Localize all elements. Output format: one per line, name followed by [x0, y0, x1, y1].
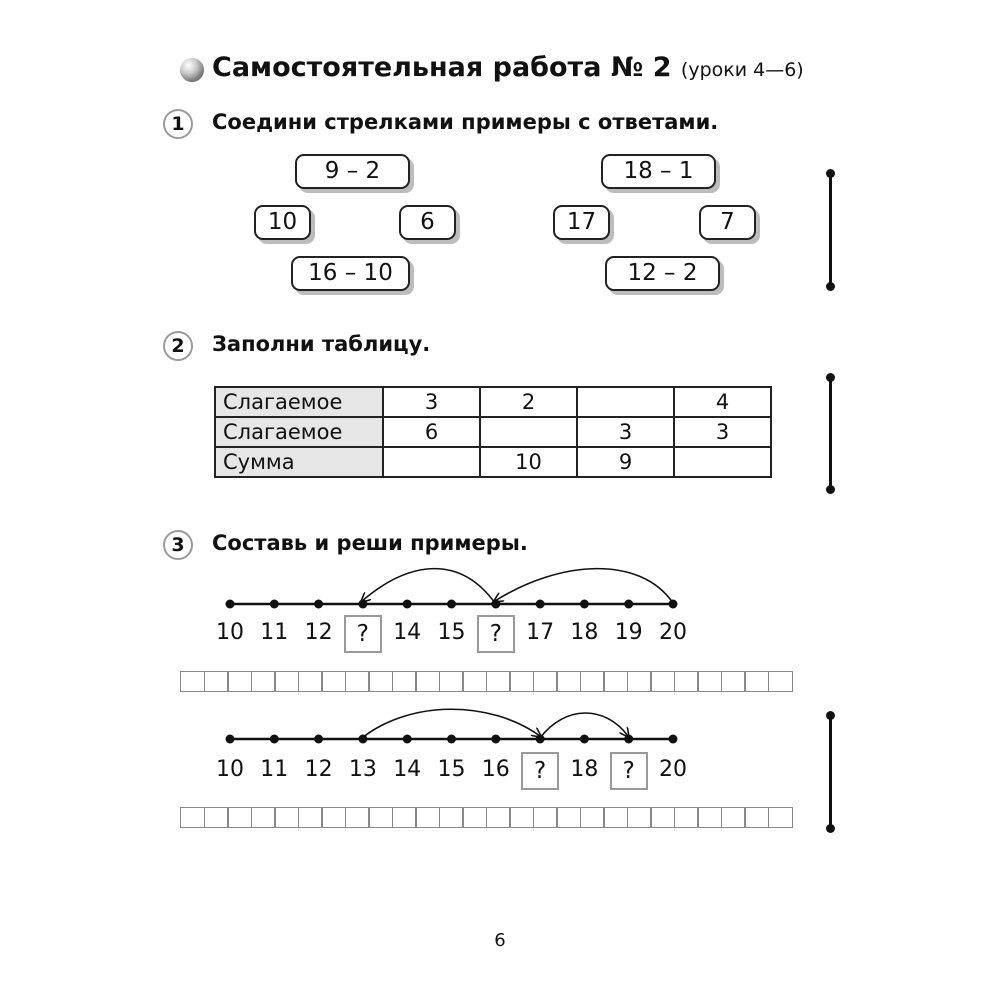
grid-cell[interactable]: [227, 671, 252, 692]
grid-cell[interactable]: [345, 671, 370, 692]
grid-cell[interactable]: [650, 807, 675, 828]
grid-cell[interactable]: [768, 671, 793, 692]
task-1-text: Соедини стрелками примеры с ответами.: [212, 110, 719, 134]
jump-arrow: [540, 713, 628, 738]
jump-arrow: [362, 709, 540, 738]
title-text: Самостоятельная работа № 2: [212, 52, 672, 83]
number-label: 14: [393, 757, 422, 782]
grid-cell[interactable]: [321, 807, 346, 828]
grid-cell[interactable]: [697, 671, 722, 692]
jump-arrow: [362, 569, 495, 603]
grid-cell[interactable]: [627, 807, 652, 828]
number-line-point: [447, 735, 456, 744]
grid-cell[interactable]: [744, 671, 769, 692]
row-header: Слагаемое: [215, 417, 383, 447]
task-2-number: 2: [163, 331, 193, 361]
table-cell[interactable]: 3: [383, 387, 480, 417]
number-label: 11: [260, 620, 289, 645]
number-line-point: [624, 600, 633, 609]
grid-cell[interactable]: [509, 671, 534, 692]
number-line-point: [669, 735, 678, 744]
missing-number-box[interactable]: ?: [610, 752, 648, 790]
grid-cell[interactable]: [556, 671, 581, 692]
number-line-point: [226, 600, 235, 609]
number-line-point: [270, 600, 279, 609]
number-label: 11: [260, 757, 289, 782]
number-line-point: [447, 600, 456, 609]
grid-cell[interactable]: [392, 671, 417, 692]
table-cell[interactable]: 2: [480, 387, 577, 417]
row-header: Сумма: [215, 447, 383, 477]
grid-cell[interactable]: [627, 671, 652, 692]
number-label: 20: [659, 757, 687, 782]
task-3-text: Составь и реши примеры.: [212, 531, 528, 555]
missing-number-box[interactable]: ?: [477, 615, 515, 653]
number-line-point: [580, 735, 589, 744]
grid-cell[interactable]: [439, 671, 464, 692]
number-label: 12: [304, 757, 333, 782]
number-line-point: [270, 735, 279, 744]
number-line-point: [669, 600, 678, 609]
card-expression[interactable]: 9 – 2: [295, 154, 410, 189]
grid-cell[interactable]: [298, 671, 323, 692]
table-cell[interactable]: 6: [383, 417, 480, 447]
number-label: 12: [304, 620, 333, 645]
number-line-point: [403, 735, 412, 744]
task-1-number: 1: [163, 109, 193, 139]
title-subtitle: (уроки 4—6): [680, 59, 804, 81]
grid-cell[interactable]: [580, 671, 605, 692]
task-2-text: Заполни таблицу.: [212, 332, 431, 356]
number-label: 10: [216, 757, 244, 782]
grid-cell[interactable]: [180, 807, 205, 828]
grid-cell[interactable]: [462, 807, 487, 828]
answer-grid-2[interactable]: [180, 807, 791, 828]
page-number: 6: [494, 930, 506, 951]
grid-cell[interactable]: [580, 807, 605, 828]
grid-cell[interactable]: [674, 807, 699, 828]
grid-cell[interactable]: [462, 671, 487, 692]
grid-cell[interactable]: [251, 671, 276, 692]
grid-cell[interactable]: [533, 671, 558, 692]
number-label: 17: [526, 620, 555, 645]
jump-arrow: [495, 569, 673, 603]
table-cell[interactable]: 3: [577, 417, 674, 447]
grid-cell[interactable]: [650, 671, 675, 692]
number-line-point: [536, 600, 545, 609]
grid-cell[interactable]: [251, 807, 276, 828]
table-cell[interactable]: 3: [674, 417, 771, 447]
grid-cell[interactable]: [697, 807, 722, 828]
number-line-point: [403, 600, 412, 609]
number-line-point: [624, 735, 633, 744]
card-answer[interactable]: 6: [399, 205, 456, 240]
grid-cell[interactable]: [533, 807, 558, 828]
card-answer[interactable]: 17: [553, 205, 610, 240]
table-cell[interactable]: 9: [577, 447, 674, 477]
grid-cell[interactable]: [744, 807, 769, 828]
answer-grid-1[interactable]: [180, 671, 791, 692]
grid-cell[interactable]: [368, 807, 393, 828]
number-label: 18: [570, 757, 599, 782]
number-line-point: [580, 600, 589, 609]
table-cell[interactable]: 4: [674, 387, 771, 417]
table-cell[interactable]: 10: [480, 447, 577, 477]
grid-cell[interactable]: [204, 671, 229, 692]
grid-cell[interactable]: [486, 807, 511, 828]
grid-cell[interactable]: [415, 807, 440, 828]
card-answer[interactable]: 7: [699, 205, 756, 240]
number-label: 13: [348, 757, 377, 782]
row-header: Слагаемое: [215, 387, 383, 417]
number-line-point: [226, 735, 235, 744]
grid-cell[interactable]: [180, 671, 205, 692]
card-expression[interactable]: 16 – 10: [291, 256, 410, 291]
grid-cell[interactable]: [321, 671, 346, 692]
number-label: 16: [481, 757, 510, 782]
number-label: 18: [570, 620, 599, 645]
number-line-point: [314, 735, 323, 744]
grid-cell[interactable]: [768, 807, 793, 828]
task-3-number: 3: [163, 530, 193, 560]
number-label: 19: [614, 620, 643, 645]
grid-cell[interactable]: [204, 807, 229, 828]
grid-cell[interactable]: [486, 671, 511, 692]
card-expression[interactable]: 18 – 1: [601, 154, 716, 189]
grid-cell[interactable]: [274, 671, 299, 692]
grid-cell[interactable]: [392, 807, 417, 828]
number-line-point: [314, 600, 323, 609]
number-line-point: [491, 735, 500, 744]
number-label: 20: [659, 620, 687, 645]
grid-cell[interactable]: [298, 807, 323, 828]
grid-cell[interactable]: [603, 671, 628, 692]
missing-number-box[interactable]: ?: [344, 615, 382, 653]
grid-cell[interactable]: [556, 807, 581, 828]
grid-cell[interactable]: [509, 807, 534, 828]
grid-cell[interactable]: [721, 807, 746, 828]
grid-cell[interactable]: [345, 807, 370, 828]
card-answer[interactable]: 10: [254, 205, 311, 240]
card-expression[interactable]: 12 – 2: [605, 256, 720, 291]
grid-cell[interactable]: [227, 807, 252, 828]
number-label: 14: [393, 620, 422, 645]
number-label: 15: [437, 757, 466, 782]
number-label: 15: [437, 620, 466, 645]
grid-cell[interactable]: [368, 671, 393, 692]
missing-number-box[interactable]: ?: [521, 752, 559, 790]
section-divider: [829, 715, 832, 829]
grid-cell[interactable]: [274, 807, 299, 828]
number-label: 10: [216, 620, 244, 645]
grid-cell[interactable]: [603, 807, 628, 828]
grid-cell[interactable]: [439, 807, 464, 828]
grid-cell[interactable]: [674, 671, 699, 692]
grid-cell[interactable]: [415, 671, 440, 692]
grid-cell[interactable]: [721, 671, 746, 692]
